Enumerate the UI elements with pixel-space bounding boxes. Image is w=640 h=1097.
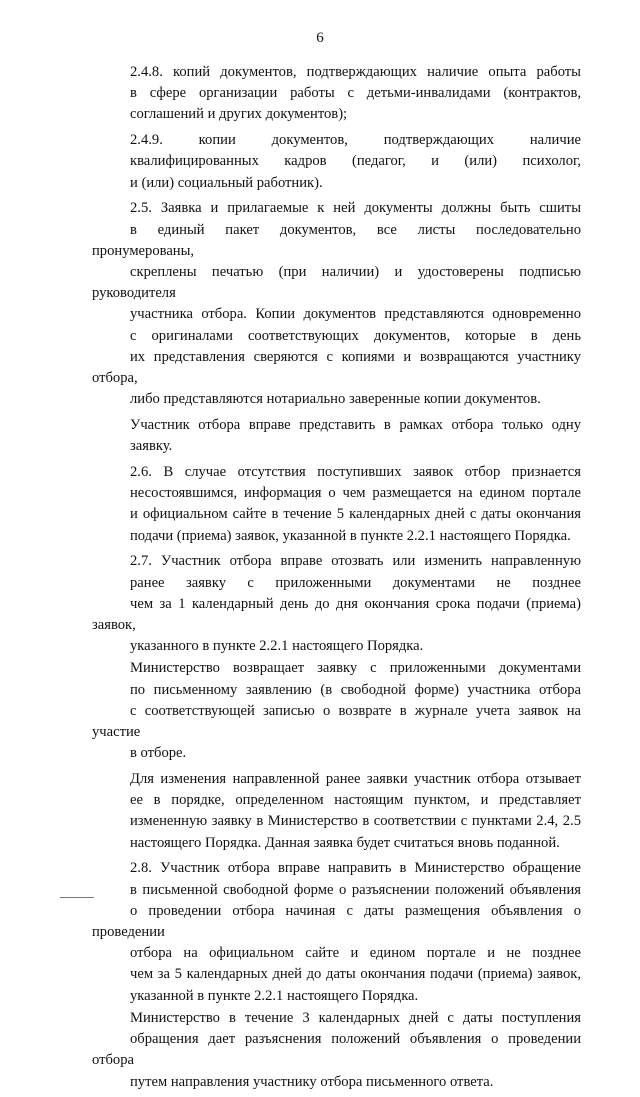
paragraph-2-7 [92, 551, 581, 657]
text-line: 2.5. Заявка и прилагаемые к ней документы должны быть сшиты [130, 200, 581, 217]
text-line: отбора на официальном сайте и едином портале и не позднее [130, 945, 581, 962]
paragraph-ministry-response [92, 1008, 581, 1093]
text-line: с соответствующей записью о возврате в журнале учета заявок на участие [92, 702, 581, 741]
paragraph-2-6 [92, 462, 581, 547]
text-line: подачи (приема) заявок, указанной в пункте 2.2.1 настоящего Порядка. [130, 527, 571, 544]
text-line: о проведении отбора начиная с даты размещения объявления о проведении [92, 902, 581, 941]
text-line: 2.4.8. копий документов, подтверждающих наличие опыта работы [130, 64, 581, 80]
text-line: 2.6. В случае отсутствия поступивших заявок отбор признается [130, 464, 581, 481]
text-line: в отборе. [130, 745, 187, 762]
text-line: чем за 1 календарный день до дня окончания срока подачи (приема) заявок, [92, 595, 581, 634]
text-line: чем за 5 календарных дней до даты окончания подачи (приема) заявок, [130, 966, 581, 983]
text-line: с оригиналами соответствующих документов, которые в день [130, 327, 581, 344]
text-line: 2.8. Участник отбора вправе направить в Министерство обращение [130, 860, 581, 877]
paragraph-2-4-8 [92, 62, 581, 126]
text-line: либо представляются нотариально заверенные копии документов. [130, 391, 541, 408]
text-line: Участник отбора вправе представить в рамках отбора только одну [130, 417, 581, 434]
text-line: Для изменения направленной ранее заявки участник отбора отзывает [130, 771, 581, 788]
text-line: заявку. [130, 438, 173, 455]
text-line: Министерство возвращает заявку с приложенными документами [130, 660, 581, 677]
text-line: путем направления участнику отбора письменного ответа. [130, 1073, 494, 1090]
text-line: скреплены печатью (при наличии) и удостоверены подписью руководителя [92, 264, 581, 302]
document-body [92, 62, 581, 1097]
text-line: обращения дает разъяснения положений объявления о проведении отбора [92, 1031, 581, 1069]
paragraph-2-4-9 [92, 130, 581, 194]
text-line: соглашений и других документов); [130, 106, 348, 123]
text-line: их представления сверяются с копиями и возвращаются участнику отбора, [92, 348, 581, 387]
text-line: в письменной свободной форме о разъяснении положений объявления [130, 881, 581, 898]
text-line: по письменному заявлению (в свободной форме) участника отбора [130, 681, 581, 698]
text-line: 2.4.9. копии документов, подтверждающих наличие [130, 132, 581, 149]
paragraph-single-application [92, 415, 581, 457]
paragraph-2-5 [92, 198, 581, 410]
paragraph-return-application [92, 658, 581, 764]
text-line: в сфере организации работы с детьми-инвалидами (контрактов, [130, 85, 581, 102]
text-line: указанной в пункте 2.2.1 настоящего Порядка. [130, 987, 419, 1004]
text-line: участника отбора. Копии документов представляются одновременно [130, 306, 581, 323]
text-line: и (или) социальный работник). [130, 174, 323, 191]
text-line: в единый пакет документов, все листы последовательно пронумерованы, [92, 221, 581, 259]
text-line: ее в порядке, определенном настоящим пунктом, и представляет [130, 792, 581, 809]
text-line: ранее заявку с приложенными документами не позднее [130, 574, 581, 591]
text-line: несостоявшимся, информация о чем размещается на едином портале [130, 485, 581, 502]
text-line: квалифицированных кадров (педагог, и (или) психолог, [130, 153, 581, 170]
paragraph-2-8 [92, 858, 581, 1006]
page-number: 6 [316, 30, 324, 46]
text-line: и официальном сайте в течение 5 календарных дней с даты окончания [130, 506, 581, 523]
text-line: Министерство в течение 3 календарных дней с даты поступления [130, 1009, 581, 1026]
text-line: указанного в пункте 2.2.1 настоящего Порядка. [130, 638, 424, 655]
paragraph-change-application [92, 769, 581, 854]
scan-edge-mark [60, 897, 94, 898]
text-line: измененную заявку в Министерство в соответствии с пунктами 2.4, 2.5 [130, 813, 581, 830]
text-line: настоящего Порядка. Данная заявка будет считаться вновь поданной. [130, 834, 560, 851]
text-line: 2.7. Участник отбора вправе отозвать или изменить направленную [130, 553, 581, 570]
